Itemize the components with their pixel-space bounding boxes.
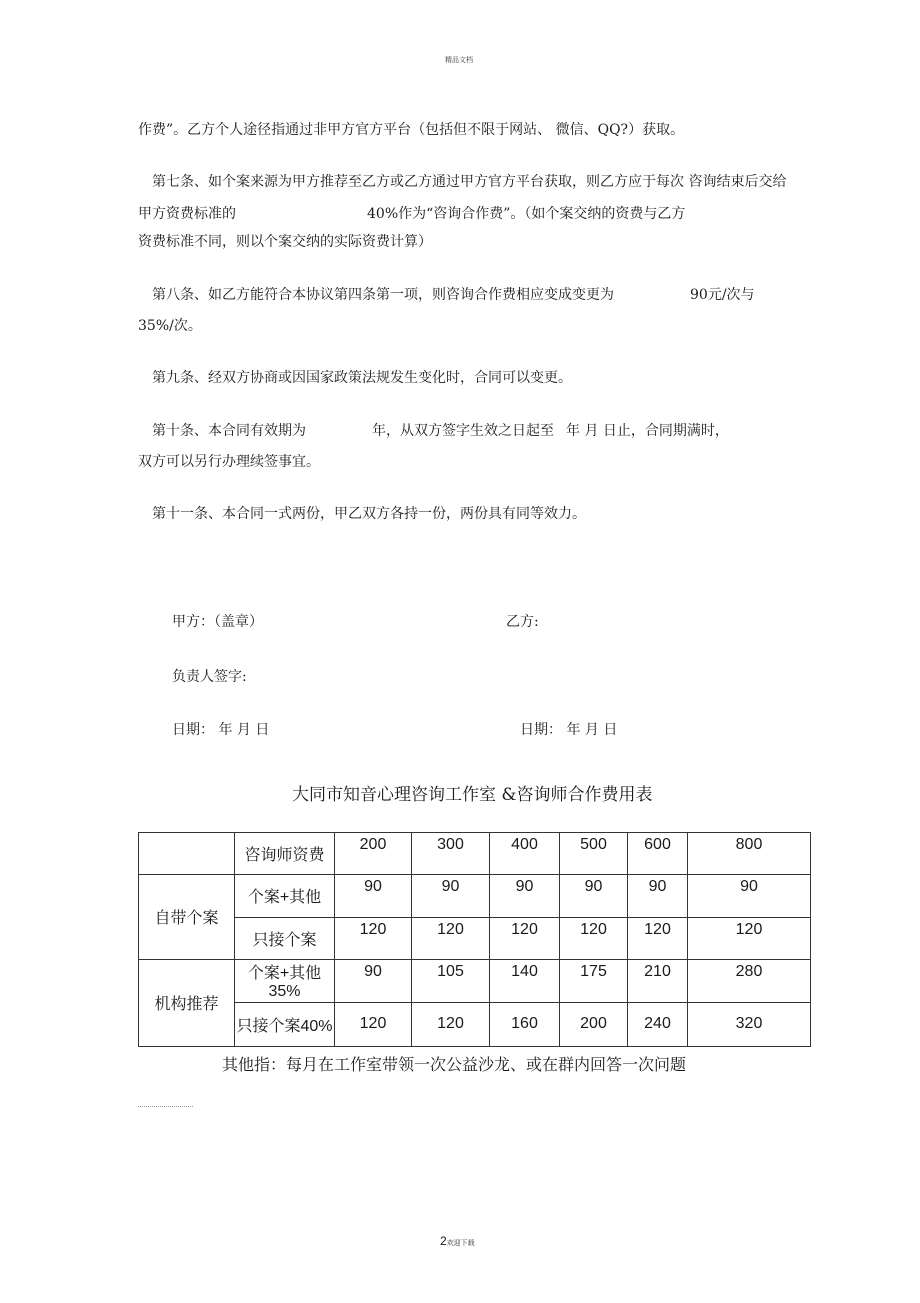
article-10-line-2: 双方可以另行办理续签事宜。 — [138, 454, 320, 470]
page-number: 2 — [440, 1234, 447, 1248]
article-7-line-2b: 40%作为“咨询合作费”。（如个案交纳的资费与乙方 — [367, 206, 686, 222]
footer-text: 欢迎下载 — [446, 1239, 475, 1247]
fee-cell: 140 — [490, 960, 560, 1003]
fee-cell: 120 — [688, 918, 811, 960]
group-label-self-referred: 自带个案 — [139, 875, 235, 960]
fee-cell: 175 — [560, 960, 628, 1003]
article-8-line-1a: 第八条、如乙方能符合本协议第四条第一项，则咨询合作费相应变成变更为 — [152, 287, 614, 303]
article-10-part-a: 第十条、本合同有效期为 — [152, 423, 306, 439]
fee-cell: 280 — [688, 960, 811, 1003]
fee-cell: 160 — [490, 1003, 560, 1047]
fee-cell: 105 — [412, 960, 490, 1003]
group-label-agency-referred: 机构推荐 — [139, 960, 235, 1047]
rate-column-header: 600 — [628, 833, 688, 875]
fee-cell: 120 — [412, 918, 490, 960]
article-7-line-2a: 甲方资费标准的 — [138, 206, 236, 222]
table-title: 大同市知音心理咨询工作室 &咨询师合作费用表 — [292, 785, 653, 805]
date-b-label: 日期： 年 月 日 — [520, 722, 618, 738]
row-label: 只接个案 — [235, 918, 335, 960]
rate-column-header: 400 — [490, 833, 560, 875]
fee-cell: 200 — [560, 1003, 628, 1047]
signer-label: 负责人签字: — [172, 669, 247, 685]
fee-cell: 90 — [490, 875, 560, 918]
fee-cell: 320 — [688, 1003, 811, 1047]
date-a-label: 日期： 年 月 日 — [172, 722, 270, 738]
fee-cell: 210 — [628, 960, 688, 1003]
fee-cell: 120 — [628, 918, 688, 960]
article-7-line-1: 第七条、如个案来源为甲方推荐至乙方或乙方通过甲方官方平台获取，则乙方应于每次 咨询结束后交给 — [152, 174, 787, 190]
table-note: 其他指：每月在工作室带领一次公益沙龙、或在群内回答一次问题 — [222, 1055, 687, 1074]
rate-column-header: 300 — [412, 833, 490, 875]
header-row — [139, 833, 811, 875]
row-label: 个案+其他 — [235, 875, 335, 918]
fee-table — [138, 832, 811, 1047]
table-row — [139, 918, 811, 960]
article-9: 第九条、经双方协商或因国家政策法规发生变化时，合同可以变更。 — [152, 370, 572, 386]
article-10-part-b: 年，从双方签字生效之日起至 — [372, 423, 554, 439]
article-11: 第十一条、本合同一式两份，甲乙双方各持一份，两份具有同等效力。 — [152, 506, 586, 522]
fee-cell: 120 — [490, 918, 560, 960]
article-7-line-3: 资费标准不同，则以个案交纳的实际资费计算） — [138, 234, 432, 250]
table-row — [139, 1003, 811, 1047]
row-label: 只接个案40% — [235, 1003, 335, 1047]
fee-cell: 240 — [628, 1003, 688, 1047]
article-8-line-1b: 90元/次与 — [690, 287, 755, 303]
row-label: 个案+其他35% — [235, 960, 335, 1003]
fee-cell: 90 — [412, 875, 490, 918]
article-8-line-2: 35%/次。 — [138, 318, 202, 334]
fee-cell: 90 — [628, 875, 688, 918]
rate-header-label: 咨询师资费 — [235, 833, 335, 875]
table-row — [139, 960, 811, 1003]
page-header: 精品文档 — [445, 56, 473, 64]
empty-corner-cell — [139, 833, 235, 875]
fee-cell: 120 — [335, 1003, 412, 1047]
rate-column-header: 200 — [335, 833, 412, 875]
article-6-continuation: 作费”。乙方个人途径指通过非甲方官方平台（包括但不限于网站、 微信、QQ?）获取。 — [138, 122, 685, 138]
fee-cell: 90 — [335, 875, 412, 918]
rate-column-header: 800 — [688, 833, 811, 875]
fee-cell: 120 — [335, 918, 412, 960]
footnote-divider — [138, 1106, 193, 1107]
party-a-label: 甲方：（盖章） — [172, 614, 263, 630]
fee-cell: 90 — [688, 875, 811, 918]
fee-cell: 90 — [560, 875, 628, 918]
fee-cell: 120 — [560, 918, 628, 960]
table-row — [139, 875, 811, 918]
fee-cell: 120 — [412, 1003, 490, 1047]
fee-cell: 90 — [335, 960, 412, 1003]
page-footer — [440, 1230, 475, 1249]
rate-column-header: 500 — [560, 833, 628, 875]
party-b-label: 乙方: — [506, 614, 539, 630]
article-10-part-c: 年 月 日止，合同期满时， — [566, 423, 729, 439]
